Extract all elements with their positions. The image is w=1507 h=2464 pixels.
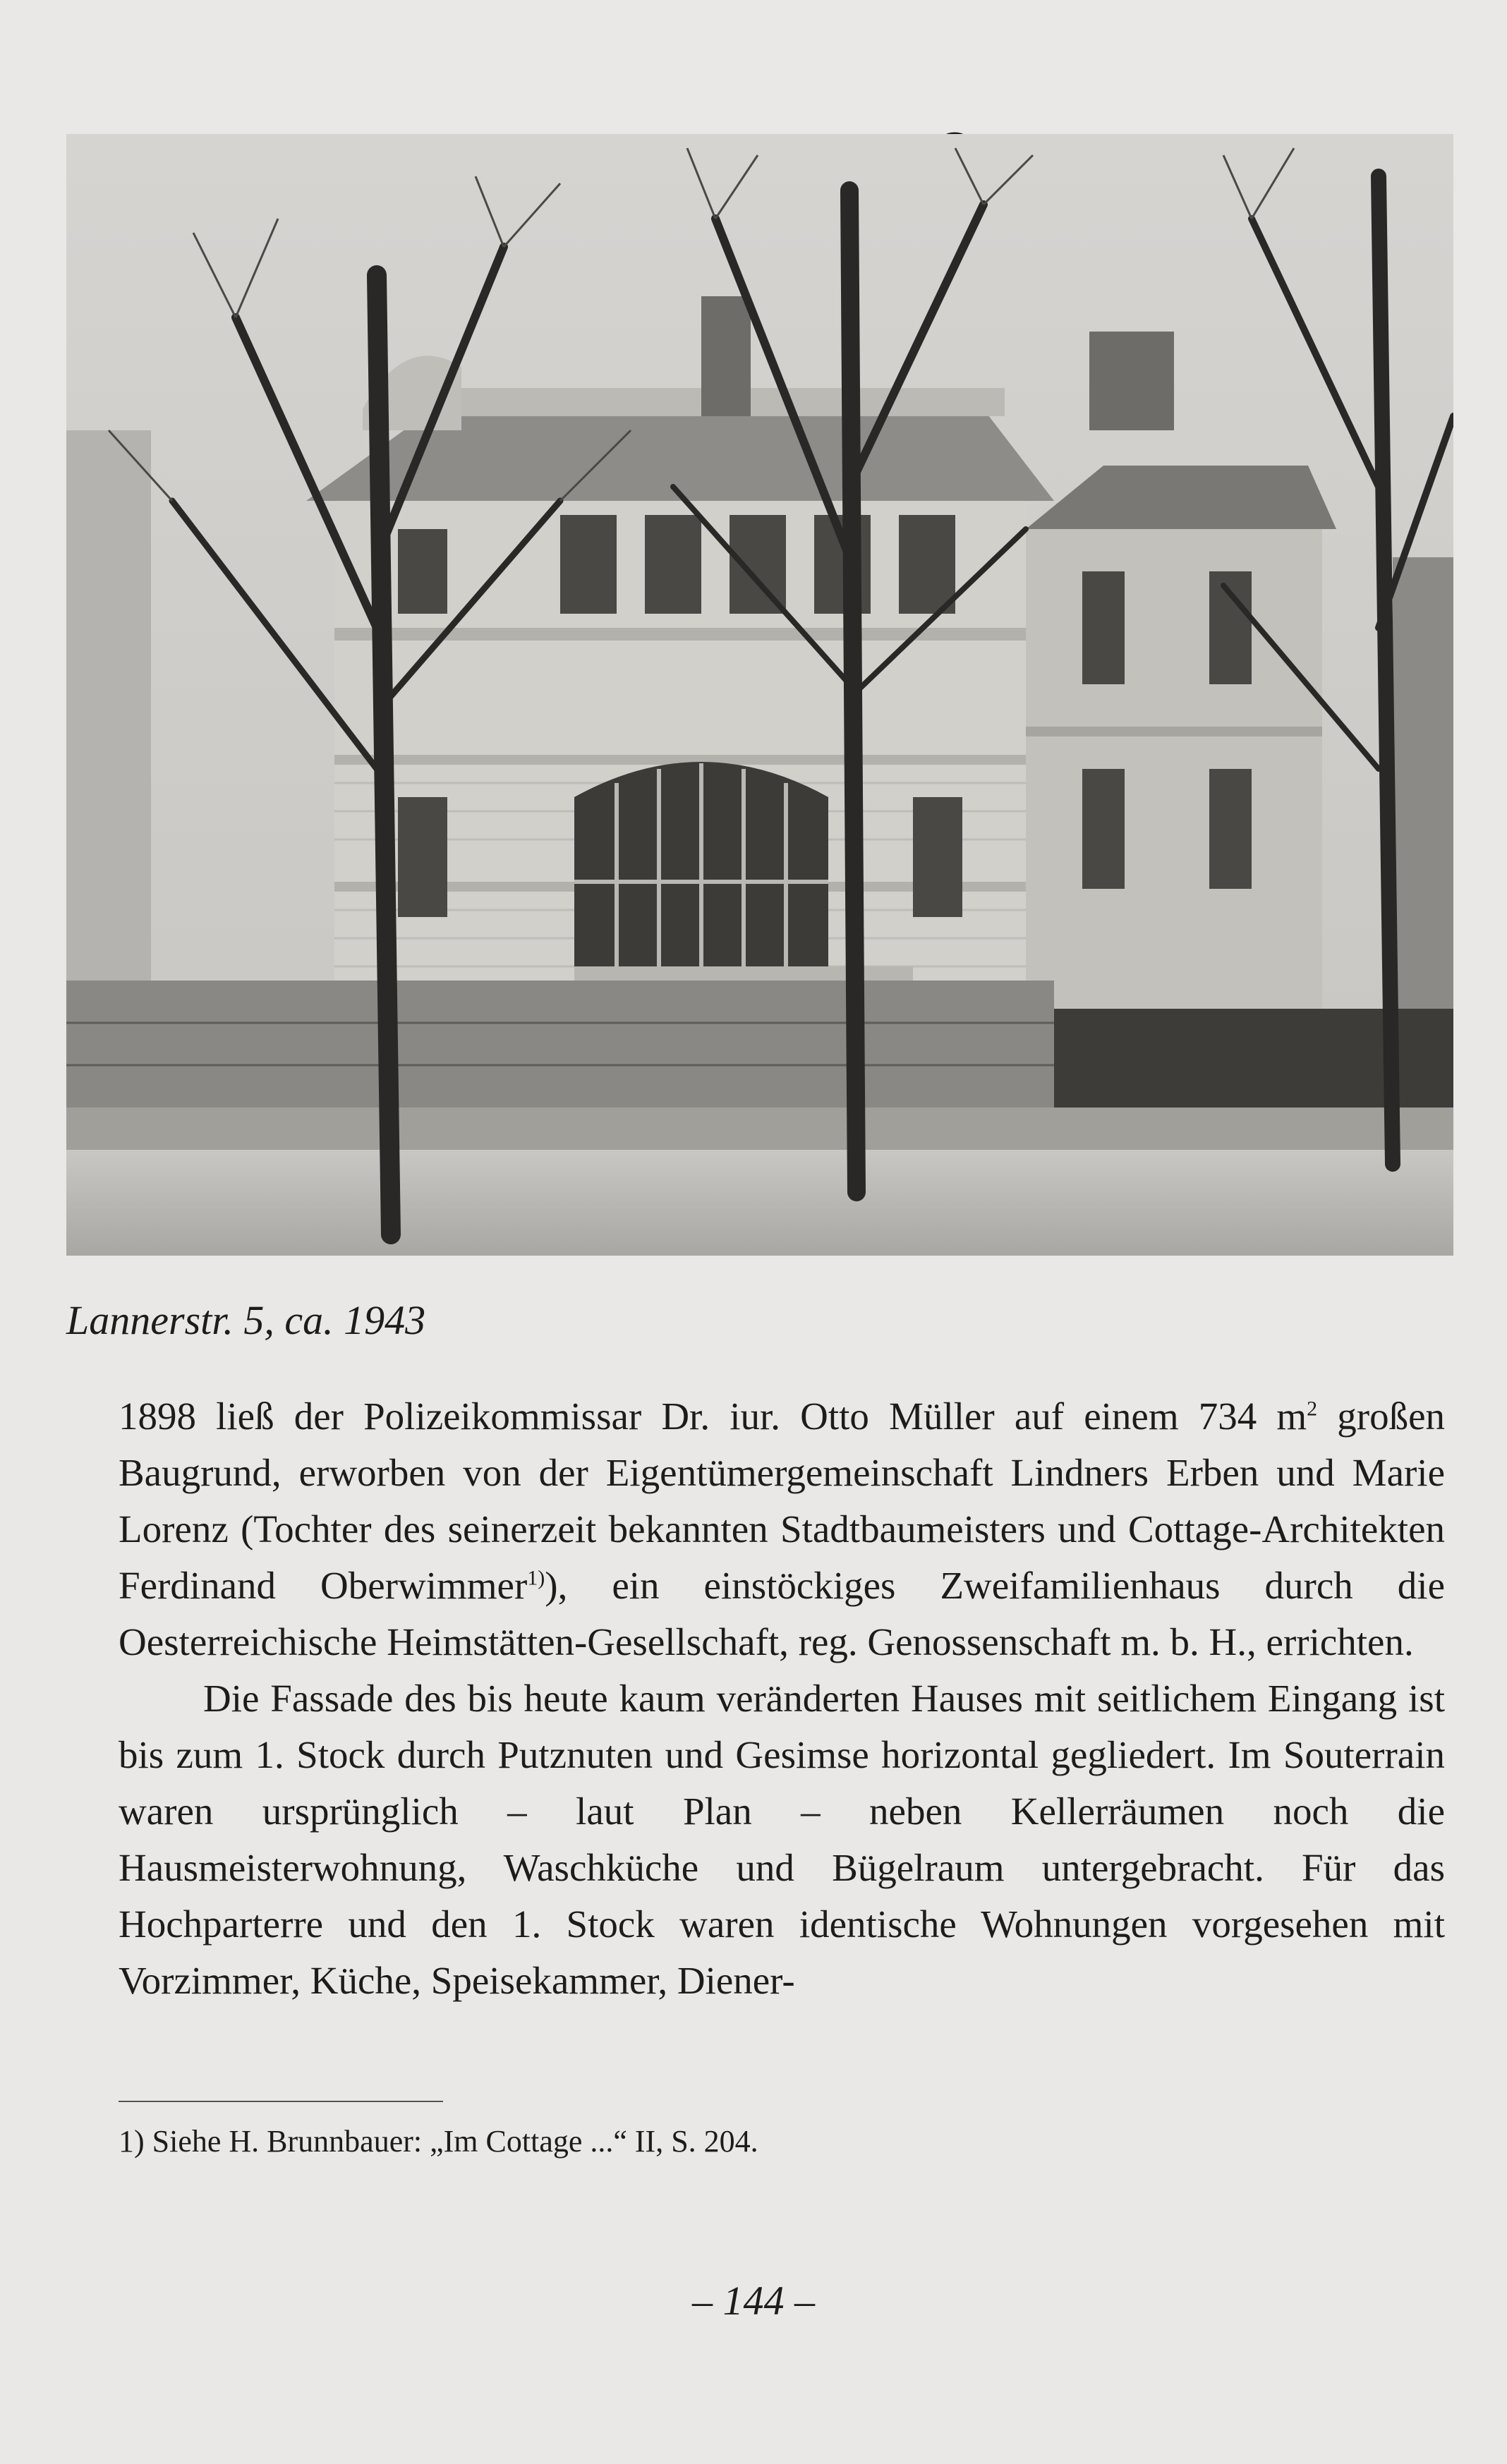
footnote-divider bbox=[119, 2101, 443, 2102]
paragraph-1 bbox=[119, 1388, 1445, 1670]
paragraph-1-text-c: ), ein einstöckiges Zweifamilienhaus durch die Oesterreichische Heimstätten-Gesellschaft, reg. Genossenschaft m. b. H., errichten. bbox=[119, 1564, 1445, 1663]
paragraph-1-text-b: großen Baugrund, erworben von der Eigentümergemeinschaft Lindners Erben und Marie Lorenz (Tochter des seinerzeit bekannten Stadtbaumeisters und Cottage-Architekten Ferdinand Oberwimmer bbox=[119, 1395, 1445, 1607]
superscript-square: 2 bbox=[1307, 1397, 1318, 1421]
footnote-reference: 1) bbox=[527, 1566, 545, 1590]
body-text bbox=[119, 1388, 1445, 2009]
photo-caption: Lannerstr. 5, ca. 1943 bbox=[66, 1297, 426, 1343]
footnote: 1) Siehe H. Brunnbauer: „Im Cottage ...“ II, S. 204. bbox=[119, 2124, 758, 2159]
page-number: – 144 – bbox=[692, 2278, 815, 2324]
villa-photograph bbox=[66, 134, 1453, 1256]
paragraph-2: Die Fassade des bis heute kaum veränderten Hauses mit seitlichem Eingang ist bis zum 1. Stock durch Putznuten und Gesimse horizontal gegliedert. Im Souterrain waren ursprünglich – laut Plan – neben Kellerräumen noch die Hausmeisterwohnung, Waschküche und Bügelraum untergebracht. Für das Hochparterre und den 1. Stock waren identische Wohnungen vorgesehen mit Vorzimmer, Küche, Speisekammer, Diener- bbox=[119, 1677, 1445, 2002]
paragraph-1-text-a: 1898 ließ der Polizeikommissar Dr. iur. Otto Müller auf einem 734 m bbox=[119, 1395, 1307, 1438]
